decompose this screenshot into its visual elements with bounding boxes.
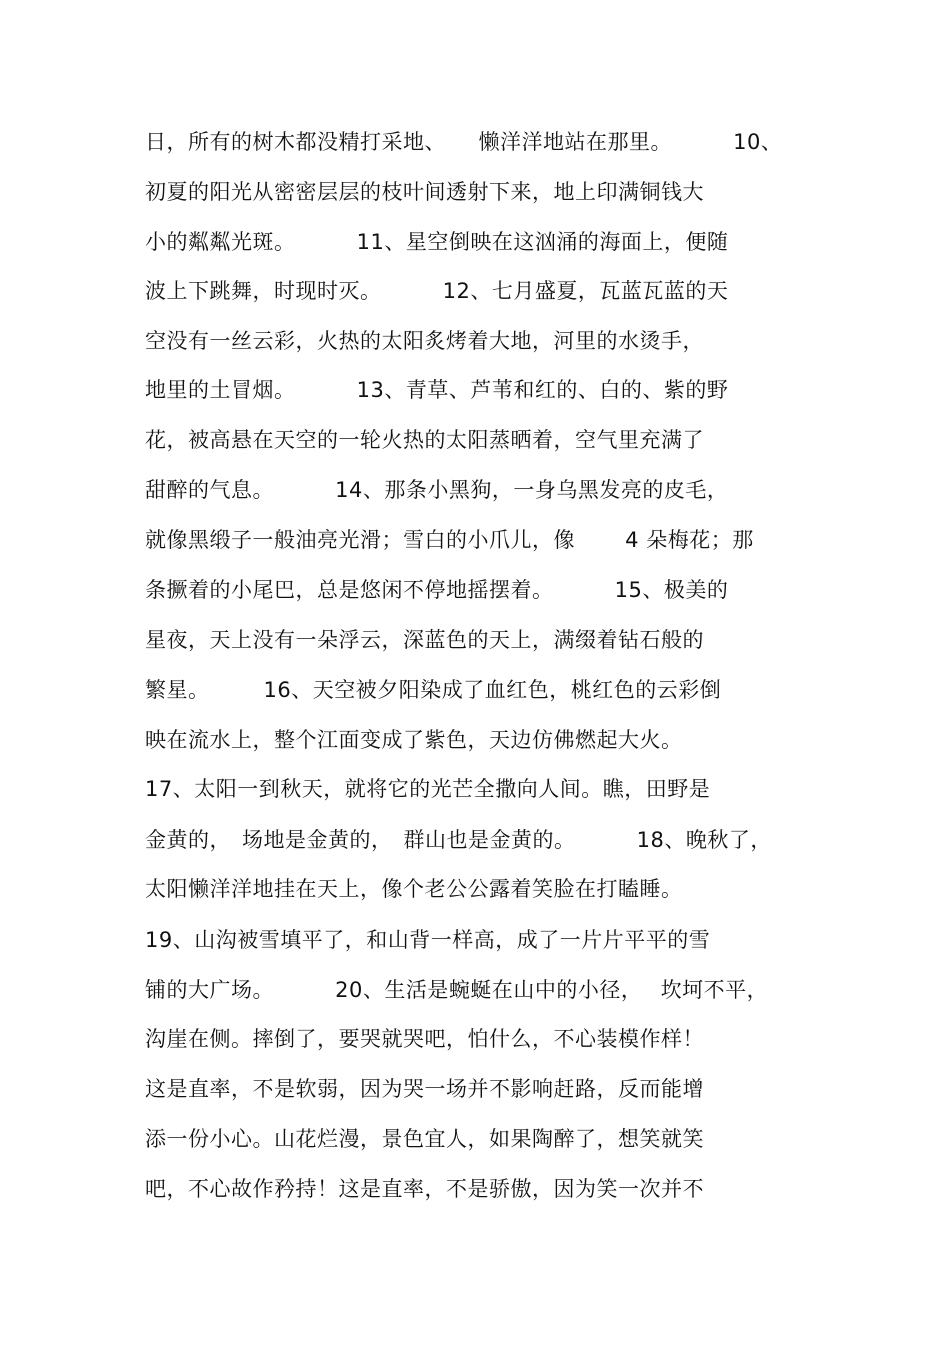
text-line: 条撅着的小尾巴，总是悠闲不停地摇摆着。 15、极美的	[145, 578, 729, 602]
text-line: 地里的土冒烟。 13、青草、芦苇和红的、白的、紫的野	[145, 378, 729, 402]
text-line: 19、山沟被雪填平了，和山背一样高，成了一片片平平的雪	[145, 928, 711, 952]
text-line: 波上下跳舞，时现时灭。 12、七月盛夏，瓦蓝瓦蓝的天	[145, 279, 729, 303]
text-line: 映在流水上，整个江面变成了紫色，天边仿佛燃起大火。	[145, 728, 683, 752]
text-line: 花，被高悬在天空的一轮火热的太阳蒸晒着，空气里充满了	[145, 428, 704, 452]
text-line: 添一份小心。山花烂漫，景色宜人，如果陶醉了，想笑就笑	[145, 1127, 704, 1151]
text-line: 日，所有的树木都没精打采地、 懒洋洋地站在那里。 10、	[145, 130, 783, 154]
text-line: 17、太阳一到秋天，就将它的光芒全撒向人间。瞧，田野是	[145, 777, 711, 801]
text-line: 太阳懒洋洋地挂在天上，像个老公公露着笑脸在打瞌睡。	[145, 877, 683, 901]
text-line: 铺的大广场。 20、生活是蜿蜒在山中的小径， 坎坷不平，	[145, 978, 769, 1002]
text-line: 沟崖在侧。摔倒了，要哭就哭吧，怕什么，不心装模作样！	[145, 1027, 704, 1051]
text-line: 吧，不心故作矜持！这是直率，不是骄傲，因为笑一次并不	[145, 1177, 704, 1201]
text-line: 繁星。 16、天空被夕阳染成了血红色，桃红色的云彩倒	[145, 678, 722, 702]
text-line: 金黄的， 场地是金黄的， 群山也是金黄的。 18、晚秋了，	[145, 828, 772, 852]
text-line: 空没有一丝云彩，火热的太阳炙烤着大地，河里的水烫手，	[145, 329, 704, 353]
text-line: 这是直率，不是软弱，因为哭一场并不影响赶路，反而能增	[145, 1077, 704, 1101]
text-line: 甜醉的气息。 14、那条小黑狗，一身乌黑发亮的皮毛，	[145, 478, 729, 502]
text-line: 就像黑缎子一般油亮光滑；雪白的小爪儿，像 4 朵梅花；那	[145, 528, 754, 552]
text-line: 星夜，天上没有一朵浮云，深蓝色的天上，满缀着钻石般的	[145, 628, 704, 652]
text-line: 初夏的阳光从密密层层的枝叶间透射下来，地上印满铜钱大	[145, 180, 704, 204]
text-line: 小的粼粼光斑。 11、星空倒映在这汹涌的海面上，便随	[145, 230, 729, 254]
